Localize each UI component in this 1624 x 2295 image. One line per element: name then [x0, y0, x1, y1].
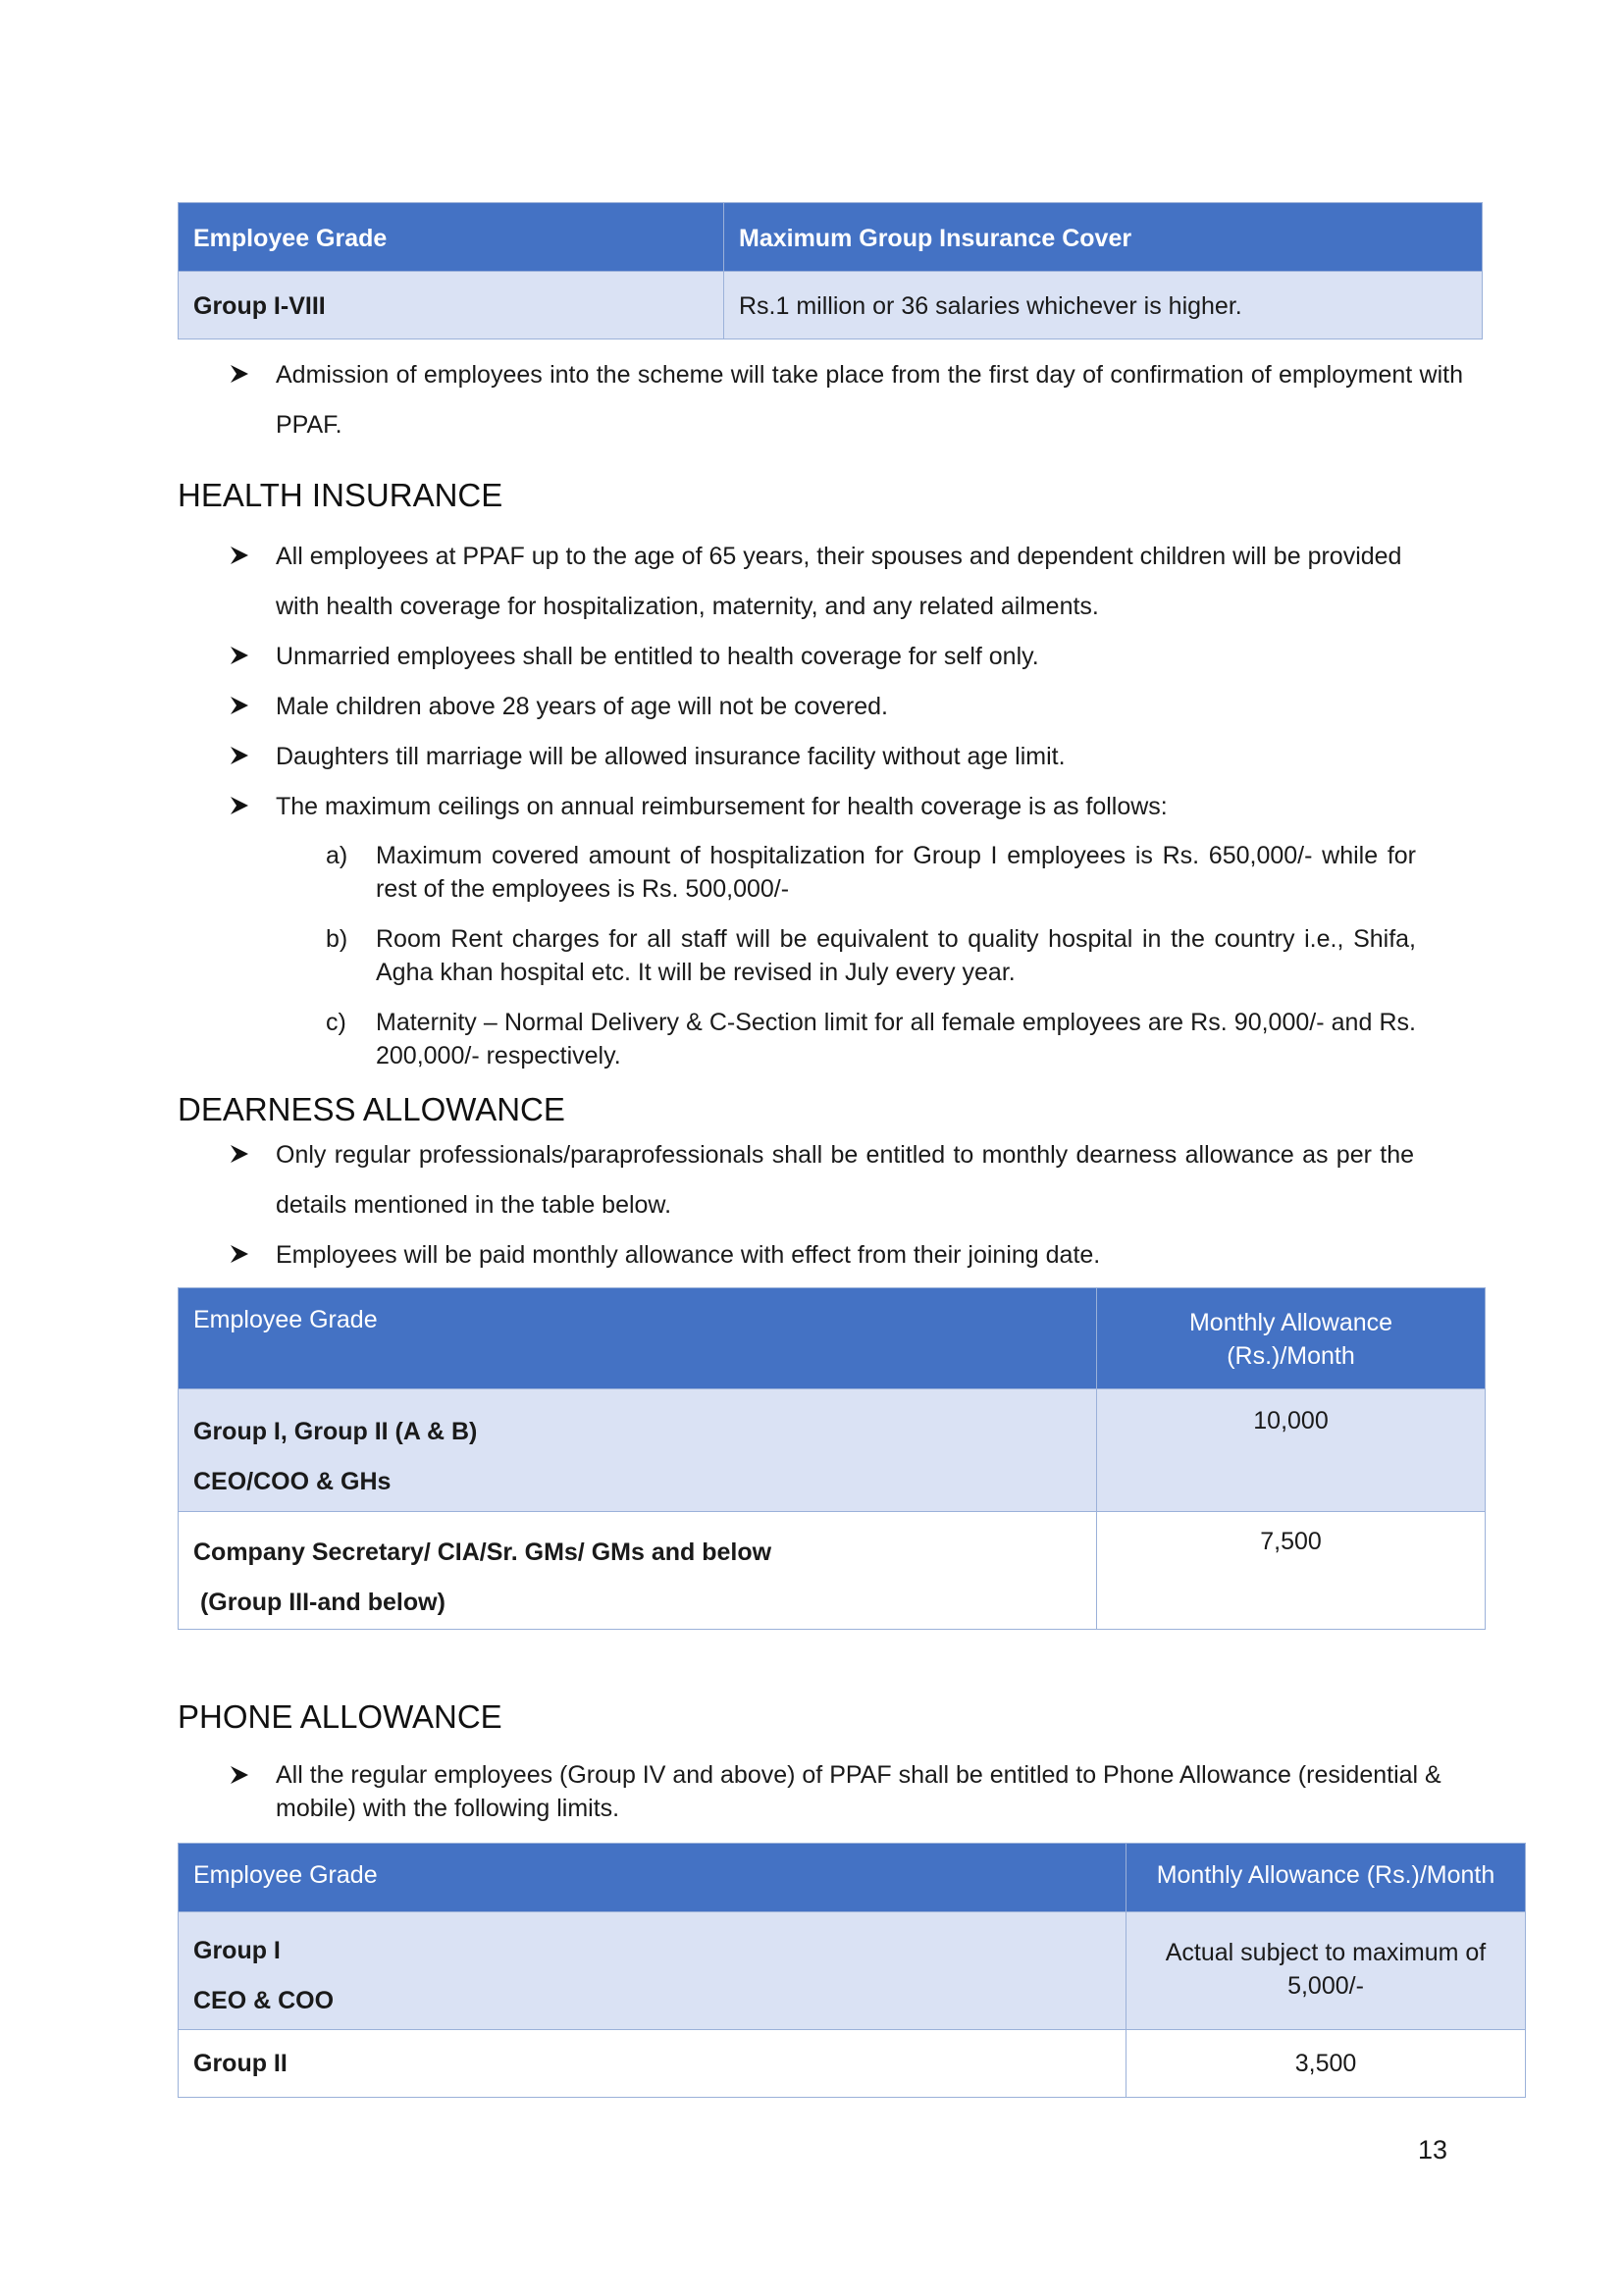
grade-line: (Group III-and below)	[193, 1589, 445, 1616]
column-header-employee-grade: Employee Grade	[179, 1844, 1126, 1912]
arrow-bullet-icon	[229, 745, 250, 766]
table-row	[179, 1912, 1526, 2030]
arrow-bullet-icon	[229, 1764, 250, 1786]
dearness-bullet-eligibility: Only regular professionals/paraprofessionals shall be entitled to monthly dearness allowance as per the details mentioned in the table below.	[276, 1141, 1414, 1219]
column-header-employee-grade: Employee Grade	[179, 203, 724, 272]
grade-line: Group I, Group II (A & B)	[193, 1418, 478, 1445]
health-insurance-heading: HEALTH INSURANCE	[178, 477, 503, 513]
health-bullet-male-children: Male children above 28 years of age will not be covered.	[276, 693, 888, 720]
grade-line: Group II	[193, 2050, 288, 2077]
arrow-bullet-icon	[229, 1143, 250, 1165]
dearness-bullet-joining-date: Employees will be paid monthly allowance with effect from their joining date.	[276, 1241, 1101, 1269]
table-row	[179, 272, 1483, 339]
phone-allowance-heading: PHONE ALLOWANCE	[178, 1698, 502, 1735]
allowance-amount-cell: Actual subject to maximum of 5,000/-	[1126, 1912, 1526, 2030]
column-header-monthly-allowance: Monthly Allowance (Rs.)/Month	[1126, 1844, 1526, 1912]
grade-cell	[179, 2030, 1126, 2098]
table-header-row	[179, 203, 1483, 272]
table-row	[179, 2030, 1526, 2098]
sub-item-hospitalization: Maximum covered amount of hospitalization for Group I employees is Rs. 650,000/- while for rest of the employees is Rs. 500,000/-	[376, 842, 1416, 903]
arrow-bullet-icon	[229, 645, 250, 666]
dearness-allowance-table	[178, 1287, 1486, 1630]
health-bullet-daughters: Daughters till marriage will be allowed insurance facility without age limit.	[276, 743, 1066, 770]
health-bullet-ceilings: The maximum ceilings on annual reimbursement for health coverage is as follows:	[276, 793, 1168, 820]
grade-line: CEO & COO	[193, 1987, 335, 2014]
group-insurance-table	[178, 202, 1483, 339]
table-header-row	[179, 1844, 1526, 1912]
grade-cell	[179, 1389, 1097, 1512]
sub-item-label: c)	[326, 1009, 346, 1036]
grade-line: CEO/COO & GHs	[193, 1468, 392, 1495]
insurance-cover-cell: Rs.1 million or 36 salaries whichever is higher.	[724, 272, 1483, 339]
phone-allowance-table	[178, 1843, 1526, 2098]
table-header-row	[179, 1288, 1486, 1389]
phone-bullet-eligibility: All the regular employees (Group IV and above) of PPAF shall be entitled to Phone Allowance (residential & mobile) with the following limits.	[276, 1761, 1441, 1822]
grade-cell	[179, 1912, 1126, 2030]
sub-item-label: b)	[326, 925, 348, 953]
grade-line: Company Secretary/ CIA/Sr. GMs/ GMs and below	[193, 1539, 772, 1566]
grade-cell	[179, 1512, 1097, 1630]
page-number: 13	[1418, 2135, 1448, 2165]
health-bullet-unmarried: Unmarried employees shall be entitled to health coverage for self only.	[276, 643, 1039, 670]
dearness-allowance-heading: DEARNESS ALLOWANCE	[178, 1091, 565, 1127]
sub-item-maternity: Maternity – Normal Delivery & C-Section limit for all female employees are Rs. 90,000/- and Rs. 200,000/- respectively.	[376, 1009, 1416, 1069]
column-header-employee-grade: Employee Grade	[179, 1288, 1097, 1389]
arrow-bullet-icon	[229, 545, 250, 566]
allowance-amount-cell: 3,500	[1126, 2030, 1526, 2098]
table-row	[179, 1389, 1486, 1512]
arrow-bullet-icon	[229, 1243, 250, 1265]
allowance-amount-cell: 7,500	[1097, 1512, 1486, 1630]
grade-cell: Group I-VIII	[179, 272, 724, 339]
health-bullet-coverage: All employees at PPAF up to the age of 65 years, their spouses and dependent children will be provided with health coverage for hospitalization, maternity, and any related ailments.	[276, 543, 1402, 620]
column-header-monthly-allowance: Monthly Allowance (Rs.)/Month	[1097, 1288, 1486, 1389]
column-header-max-insurance-cover: Maximum Group Insurance Cover	[724, 203, 1483, 272]
sub-item-room-rent: Room Rent charges for all staff will be equivalent to quality hospital in the country i.e., Shifa, Agha khan hospital etc. It will be revised in July every year.	[376, 925, 1416, 986]
sub-item-label: a)	[326, 842, 348, 869]
admission-text: Admission of employees into the scheme will take place from the first day of confirmation of employment with PPAF.	[276, 361, 1463, 439]
arrow-bullet-icon	[229, 795, 250, 816]
arrow-bullet-icon	[229, 695, 250, 716]
arrow-bullet-icon	[229, 363, 250, 385]
table-row	[179, 1512, 1486, 1630]
allowance-amount-cell: 10,000	[1097, 1389, 1486, 1512]
grade-line: Group I	[193, 1937, 281, 1964]
